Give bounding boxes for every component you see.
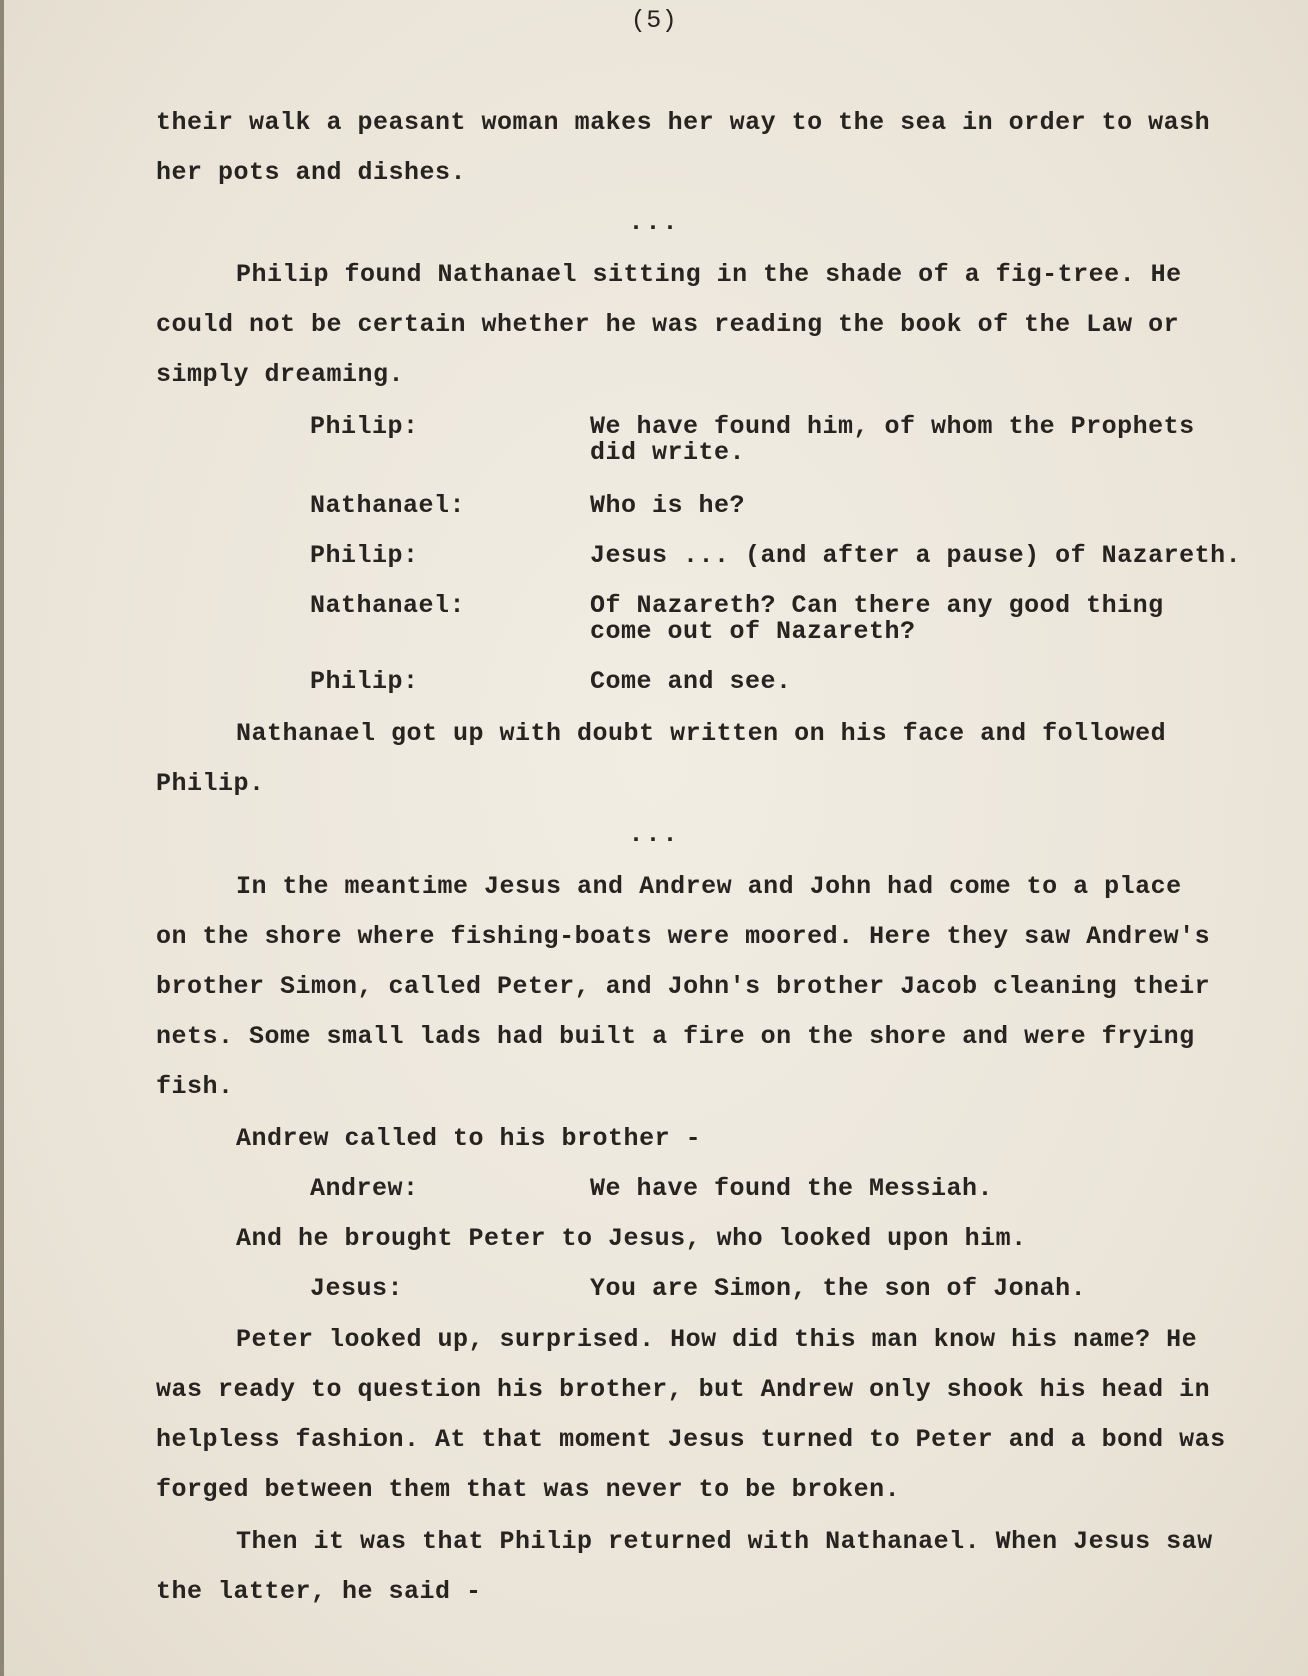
dialogue-line: come out of Nazareth?: [590, 617, 916, 646]
section-separator: ...: [628, 208, 680, 237]
text-line: In the meantime Jesus and Andrew and John had come to a place: [236, 872, 1182, 901]
text-line: on the shore where fishing-boats were moored. Here they saw Andrew's: [156, 922, 1211, 951]
dialogue-speaker: Philip:: [310, 412, 419, 441]
text-line: brother Simon, called Peter, and John's brother Jacob cleaning their: [156, 972, 1211, 1001]
dialogue-line: Of Nazareth? Can there any good thing: [590, 591, 1164, 620]
text-line: And he brought Peter to Jesus, who looked upon him.: [236, 1224, 1027, 1253]
text-line: Then it was that Philip returned with Nathanael. When Jesus saw: [236, 1527, 1213, 1556]
dialogue-speaker: Nathanael:: [310, 591, 466, 620]
text-line: the latter, he said -: [156, 1577, 482, 1606]
section-separator: ...: [628, 820, 680, 849]
text-line: was ready to question his brother, but Andrew only shook his head in: [156, 1375, 1211, 1404]
dialogue-line: Who is he?: [590, 491, 746, 520]
dialogue-line: We have found him, of whom the Prophets: [590, 412, 1195, 441]
text-line: helpless fashion. At that moment Jesus turned to Peter and a bond was: [156, 1425, 1226, 1454]
text-line: Philip found Nathanael sitting in the shade of a fig-tree. He: [236, 260, 1182, 289]
dialogue-line: Come and see.: [590, 667, 792, 696]
text-line: Nathanael got up with doubt written on his face and followed: [236, 719, 1167, 748]
text-line: her pots and dishes.: [156, 158, 467, 187]
text-line: forged between them that was never to be broken.: [156, 1475, 901, 1504]
dialogue-speaker: Jesus:: [310, 1274, 404, 1303]
dialogue-speaker: Andrew:: [310, 1174, 419, 1203]
text-line: could not be certain whether he was reading the book of the Law or: [156, 310, 1180, 339]
text-line: simply dreaming.: [156, 360, 405, 389]
dialogue-line: We have found the Messiah.: [590, 1174, 994, 1203]
dialogue-speaker: Nathanael:: [310, 491, 466, 520]
dialogue-speaker: Philip:: [310, 541, 419, 570]
text-line: fish.: [156, 1072, 234, 1101]
dialogue-line: Jesus ... (and after a pause) of Nazareth.: [590, 541, 1242, 570]
text-line: Andrew called to his brother -: [236, 1124, 702, 1153]
dialogue-line: You are Simon, the son of Jonah.: [590, 1274, 1087, 1303]
text-line: Peter looked up, surprised. How did this man know his name? He: [236, 1325, 1198, 1354]
page-number: (5): [630, 6, 678, 35]
dialogue-speaker: Philip:: [310, 667, 419, 696]
text-line: their walk a peasant woman makes her way to the sea in order to wash: [156, 108, 1211, 137]
text-line: Philip.: [156, 769, 265, 798]
text-line: nets. Some small lads had built a fire on the shore and were frying: [156, 1022, 1195, 1051]
dialogue-line: did write.: [590, 438, 746, 467]
